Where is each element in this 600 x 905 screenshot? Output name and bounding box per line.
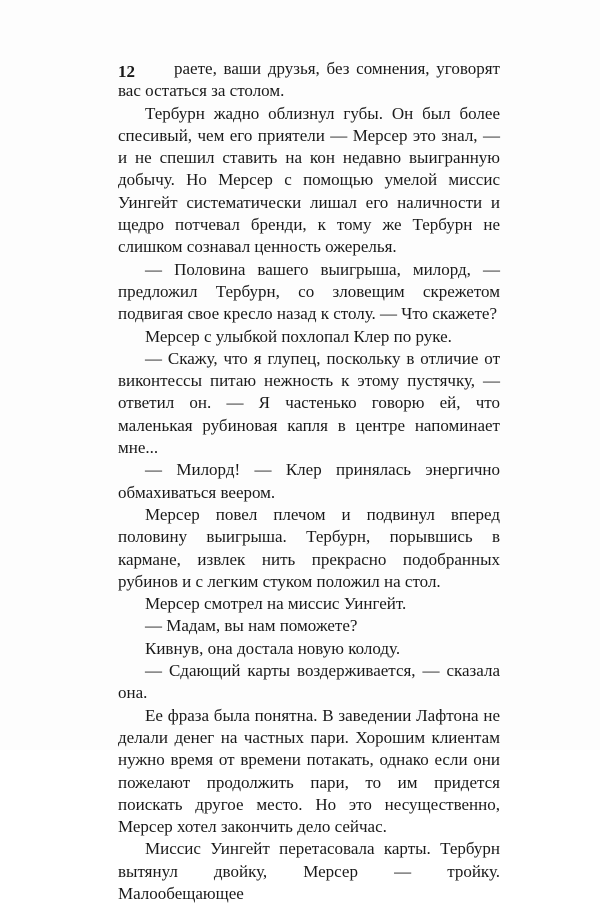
paragraph: Ее фраза была понятна. В заведении Лафтона не делали денег на частных пари. Хорошим клиентам нужно время от времени потакать, однако если они пожелают продолжить пари, то им придется поискать другое место. Но это несущественно, Мерсер хотел закончить дело сейчас.	[118, 705, 500, 837]
paragraph: Миссис Уингейт перетасовала карты. Тербурн вытянул двойку, Мерсер — тройку. Малообещающее	[118, 839, 500, 903]
paragraph: Тербурн жадно облизнул губы. Он был более спесивый, чем его приятели — Мерсер это знал, — и не спешил ставить на кон недавно выигранную добычу. Но Мерсер с помощью умелой миссис Уингейт систематически лишал его наличности и щедро потчевал бренди, к тому же Тербурн не слишком сознавал ценность ожерелья.	[118, 103, 500, 257]
paragraph: — Половина вашего выигрыша, милорд, — предложил Тербурн, со зловещим скрежетом подвигая свое кресло назад к столу. — Что скажете?	[118, 259, 500, 324]
paragraph: Мерсер с улыбкой похлопал Клер по руке.	[145, 326, 452, 346]
paragraph: Мерсер повел плечом и подвинул вперед половину выигрыша. Тербурн, порывшись в кармане, извлек нить прекрасно подобранных рубинов и с легким стуком положил на стол.	[118, 504, 500, 591]
paragraph: Кивнув, она достала новую колоду.	[145, 638, 401, 658]
paragraph: — Скажу, что я глупец, поскольку в отличие от виконтессы питаю нежность к этому пустячку, — ответил он. — Я частенько говорю ей, что маленькая рубиновая капля в центре напоминает мне...	[118, 348, 500, 458]
paragraph: раете, ваши друзья, без сомнения, уговорят вас остаться за столом.	[118, 59, 500, 101]
paragraph: — Милорд! — Клер принялась энергично обмахиваться веером.	[118, 460, 500, 502]
page-number: 12	[118, 62, 135, 81]
paragraph: — Сдающий карты воздерживается, — сказала она.	[118, 661, 500, 703]
body-text	[118, 58, 500, 905]
paragraph: — Мадам, вы нам поможете?	[145, 616, 358, 636]
paragraph: Мерсер смотрел на миссис Уингейт.	[145, 594, 407, 614]
